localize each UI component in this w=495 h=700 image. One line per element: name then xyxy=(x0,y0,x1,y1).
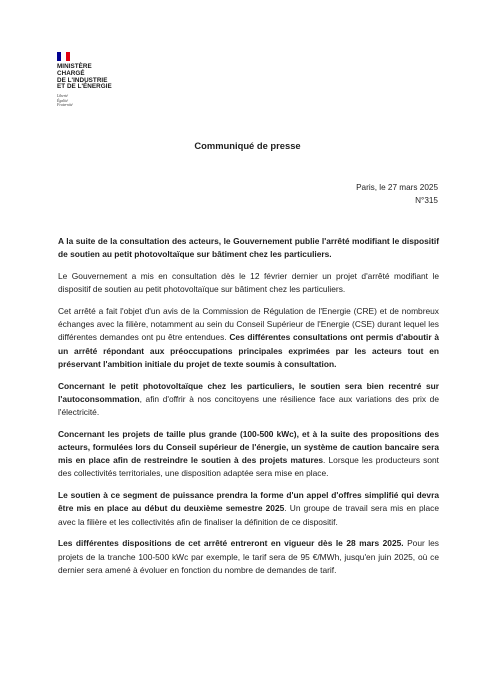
tender-highlight: Le soutien à ce segment de puissance prendra la forme d'un appel d'offres simplifié qui devra être mis en place au début du deuxième semestre 2025 xyxy=(58,490,439,514)
document-title: Communiqué de presse xyxy=(194,140,301,151)
self-consumption-text: , afin d'offrir à nos concitoyens une résilience face aux variations des prix de l'électricité. xyxy=(58,393,439,418)
large-projects-text: . Lorsque les producteurs sont des collectivités territoriales, une disposition adaptée sera mise en place. xyxy=(58,455,439,479)
dateline xyxy=(356,181,438,207)
cre-highlight: Ces différentes consultations ont permis d'aboutir à un arrêté répondant aux préoccupations principales exprimées par les acteurs tout en préservant l'ambition initiale du projet de texte soumis à consultation. xyxy=(58,332,439,369)
paragraph-self-consumption xyxy=(58,380,439,420)
paragraph-tender xyxy=(58,489,439,529)
release-number: N°315 xyxy=(415,196,438,205)
large-projects-highlight: Concernant les projets de taille plus grande (100-500 kWc), et à la suite des propositions des acteurs, formulées lors du Conseil supérieur de l'énergie, un système de caution bancaire sera mis en place afin de restreindre le soutien à des projets matures xyxy=(58,428,439,466)
self-consumption-highlight: Concernant le petit photovoltaïque chez les particuliers, le soutien sera bien recentré sur l'autoconsommation xyxy=(58,380,439,404)
ministry-logo xyxy=(57,52,147,107)
cre-text: Cet arrêté a fait l'objet d'un avis de la Commission de Régulation de l'Energie (CRE) et de nombreux échanges avec la filière, notamment au sein du Conseil Supérieur de l'Energie (CSE) durant lequel les différentes demandes ont pu être entendues. xyxy=(58,306,439,343)
entry-into-force-text: Pour les projets de la tranche 100-500 kWc par exemple, le tarif sera de 95 €/MWh, jusqu'en juin 2025, où ce dernier sera amené à évoluer en fonction du nombre de demandes de tarif. xyxy=(58,538,439,575)
place-date: Paris, le 27 mars 2025 xyxy=(356,183,438,192)
tender-text: . Un groupe de travail sera mis en place avec la filière et les collectivités afin de finaliser la définition de ce dispositif. xyxy=(58,503,439,527)
body-text xyxy=(58,235,439,586)
paragraph-cre-opinion xyxy=(58,305,439,371)
paragraph-entry-into-force xyxy=(58,537,439,577)
republic-motto: Liberté Égalité Fraternité xyxy=(57,94,73,107)
paragraph-lead xyxy=(58,235,439,261)
paragraph-large-projects xyxy=(58,428,439,481)
entry-into-force-highlight: Les différentes dispositions de cet arrêté entreront en vigueur dès le 28 mars 2025. xyxy=(58,538,404,549)
lead-text: A la suite de la consultation des acteurs, le Gouvernement publie l'arrêté modifiant le dispositif de soutien au petit photovoltaïque sur bâtiment chez les particuliers. xyxy=(58,236,439,260)
flag-red-stripe xyxy=(66,52,70,61)
paragraph-consultation: Le Gouvernement a mis en consultation dès le 12 février dernier un projet d'arrêté modifiant le dispositif de soutien au petit photovoltaïque sur bâtiment chez les particuliers. xyxy=(58,271,439,295)
ministry-name: MINISTÈRE CHARGÉ DE L'INDUSTRIE ET DE L'ÉNERGIE xyxy=(57,63,112,91)
flag-icon xyxy=(57,52,70,61)
